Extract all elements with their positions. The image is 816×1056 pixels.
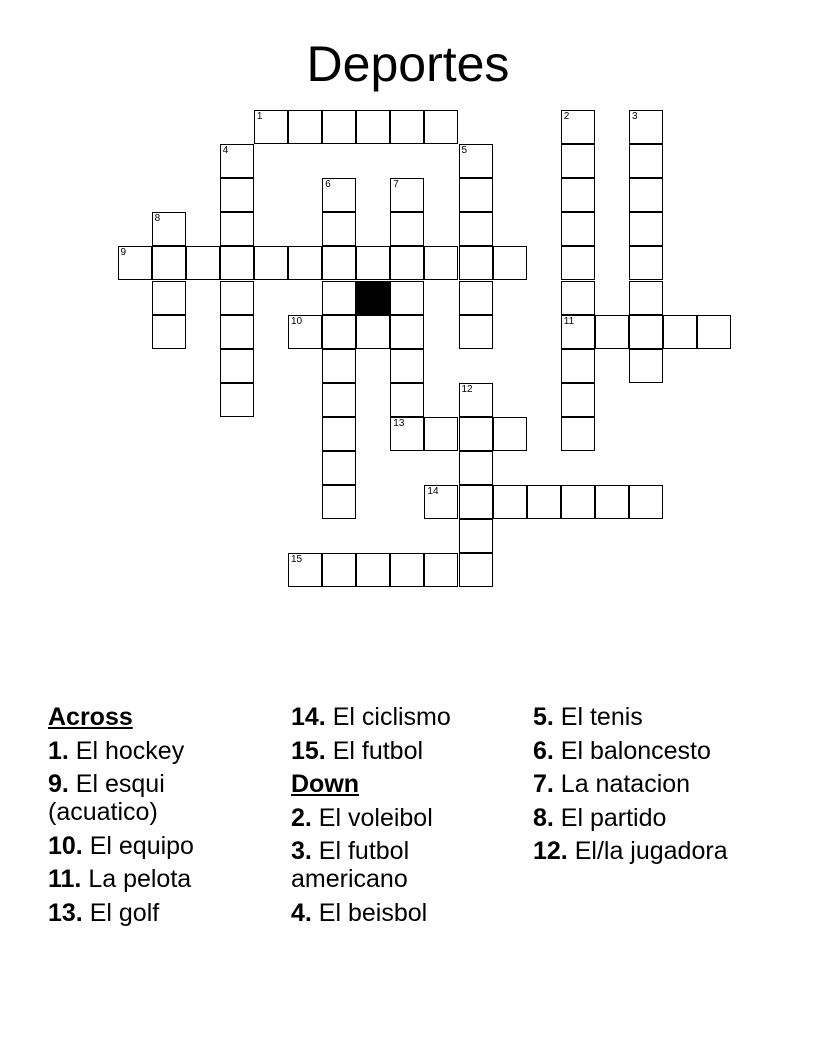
clue-down-2: 2. El voleibol (291, 803, 433, 832)
grid-cell[interactable] (561, 178, 595, 212)
grid-cell[interactable] (254, 110, 288, 144)
grid-cell[interactable] (322, 246, 356, 280)
clue-across-14: 14. El ciclismo (291, 703, 451, 731)
grid-cell[interactable] (152, 212, 186, 246)
grid-cell[interactable] (356, 553, 390, 587)
grid-cell[interactable] (459, 417, 493, 451)
puzzle-title: Deportes (306, 36, 510, 92)
grid-cell[interactable] (288, 553, 322, 587)
grid-cell[interactable] (220, 246, 254, 280)
grid-cell[interactable] (459, 281, 493, 315)
clues-column-3 (533, 703, 733, 871)
grid-cell[interactable] (561, 315, 595, 349)
grid-cell[interactable] (118, 246, 152, 280)
clue-down-3: 3. El futbol americano (291, 837, 410, 893)
clue-number: 6 (325, 179, 331, 191)
clue-down-7: 7. La natacion (533, 770, 691, 798)
grid-cell[interactable] (459, 178, 493, 212)
grid-cell[interactable] (629, 144, 663, 178)
grid-cell[interactable] (322, 485, 356, 519)
grid-cell[interactable] (527, 485, 561, 519)
clue-number: 15 (291, 554, 303, 566)
clue-down-5: 5. El tenis (533, 703, 643, 731)
grid-cell[interactable] (561, 281, 595, 315)
across-heading: Across (48, 703, 133, 731)
grid-cell[interactable] (629, 315, 663, 349)
grid-cell[interactable] (322, 553, 356, 587)
grid-cell[interactable] (629, 246, 663, 280)
grid-cell[interactable] (390, 349, 424, 383)
grid-cell[interactable] (493, 485, 527, 519)
grid-cell[interactable] (561, 144, 595, 178)
grid-cell[interactable] (186, 246, 220, 280)
grid-cell[interactable] (561, 349, 595, 383)
grid-cell[interactable] (424, 485, 458, 519)
grid-cell[interactable] (561, 383, 595, 417)
grid-cell[interactable] (390, 110, 424, 144)
clue-number: 1 (256, 111, 263, 122)
grid-cell[interactable] (424, 110, 458, 144)
grid-cell[interactable] (459, 553, 493, 587)
clue-number: 3 (632, 111, 638, 122)
grid-cell[interactable] (459, 383, 493, 417)
grid-cell[interactable] (288, 315, 322, 349)
grid-cell[interactable] (459, 144, 493, 178)
grid-cell[interactable] (424, 417, 458, 451)
grid-cell[interactable] (595, 315, 629, 349)
grid-cell[interactable] (629, 281, 663, 315)
grid-cell[interactable] (322, 212, 356, 246)
grid-cell[interactable] (629, 212, 663, 246)
clues-column-1 (48, 703, 268, 932)
clue-across-10: 10. El equipo (48, 831, 194, 860)
grid-cell[interactable] (663, 315, 697, 349)
clue-down-6: 6. El baloncesto (533, 736, 711, 765)
grid-cell[interactable] (220, 212, 254, 246)
grid-cell[interactable] (390, 281, 424, 315)
grid-cell[interactable] (629, 178, 663, 212)
grid-cell[interactable] (629, 110, 663, 144)
grid-cell[interactable] (459, 451, 493, 485)
grid-cell[interactable] (322, 281, 356, 315)
grid-cell[interactable] (390, 383, 424, 417)
grid-cell[interactable] (424, 553, 458, 587)
grid-cell[interactable] (390, 246, 424, 280)
grid-cell[interactable] (288, 246, 322, 280)
grid-cell[interactable] (629, 349, 663, 383)
grid-cell[interactable] (459, 315, 493, 349)
grid-cell[interactable] (697, 315, 731, 349)
clue-number: 10 (291, 315, 303, 327)
grid-cell[interactable] (390, 178, 424, 212)
clue-down-12: 12. El/la jugadora (533, 837, 728, 865)
clue-number: 9 (120, 247, 127, 259)
grid-cell[interactable] (424, 246, 458, 280)
clue-across-9: 9. El esqui (acuatico) (48, 770, 165, 826)
down-heading: Down (291, 770, 360, 798)
grid-cell[interactable] (493, 417, 527, 451)
black-square (356, 281, 390, 315)
grid-cell[interactable] (561, 212, 595, 246)
grid-cell[interactable] (390, 212, 424, 246)
clue-number: 5 (461, 145, 468, 157)
grid-cell[interactable] (322, 349, 356, 383)
grid-cell[interactable] (493, 246, 527, 280)
grid-cell[interactable] (459, 246, 493, 280)
grid-cell[interactable] (390, 315, 424, 349)
clue-across-1: 1. El hockey (48, 736, 185, 765)
grid-cell[interactable] (152, 246, 186, 280)
clue-number: 7 (393, 179, 399, 191)
grid-cell[interactable] (220, 281, 254, 315)
clue-number: 12 (461, 383, 473, 395)
grid-cell[interactable] (561, 485, 595, 519)
grid-cell[interactable] (220, 383, 254, 417)
grid-cell[interactable] (390, 553, 424, 587)
grid-cell[interactable] (322, 417, 356, 451)
clue-across-15: 15. El futbol (291, 736, 424, 765)
grid-cell[interactable] (356, 246, 390, 280)
grid-cell[interactable] (152, 315, 186, 349)
grid-cell[interactable] (254, 246, 288, 280)
clue-number: 13 (393, 417, 405, 429)
grid-cell[interactable] (322, 451, 356, 485)
grid-cell[interactable] (152, 281, 186, 315)
clue-across-13: 13. El golf (48, 898, 160, 927)
grid-cell[interactable] (220, 178, 254, 212)
grid-cell[interactable] (595, 485, 629, 519)
clue-across-11: 11. La pelota (48, 865, 192, 893)
clue-number: 8 (154, 213, 161, 225)
clue-number: 2 (563, 111, 570, 122)
clue-number: 4 (222, 145, 229, 157)
grid-cell[interactable] (322, 110, 356, 144)
grid-cell[interactable] (561, 246, 595, 280)
grid-cell[interactable] (322, 315, 356, 349)
clue-number: 11 (563, 315, 575, 327)
clue-down-4: 4. El beisbol (291, 898, 428, 927)
grid-cell[interactable] (220, 144, 254, 178)
grid-cell[interactable] (288, 110, 322, 144)
grid-cell[interactable] (561, 110, 595, 144)
clue-down-8: 8. El partido (533, 803, 667, 832)
clues-column-2 (291, 703, 521, 932)
grid-cell[interactable] (629, 485, 663, 519)
grid-cell[interactable] (459, 485, 493, 519)
grid-cell[interactable] (220, 349, 254, 383)
grid-cell[interactable] (322, 178, 356, 212)
grid-cell[interactable] (459, 519, 493, 553)
grid-cell[interactable] (459, 212, 493, 246)
grid-cell[interactable] (561, 417, 595, 451)
grid-cell[interactable] (322, 383, 356, 417)
grid-cell[interactable] (390, 417, 424, 451)
grid-cell[interactable] (220, 315, 254, 349)
grid-cell[interactable] (356, 315, 390, 349)
clue-number: 14 (427, 486, 439, 498)
grid-cell[interactable] (356, 110, 390, 144)
